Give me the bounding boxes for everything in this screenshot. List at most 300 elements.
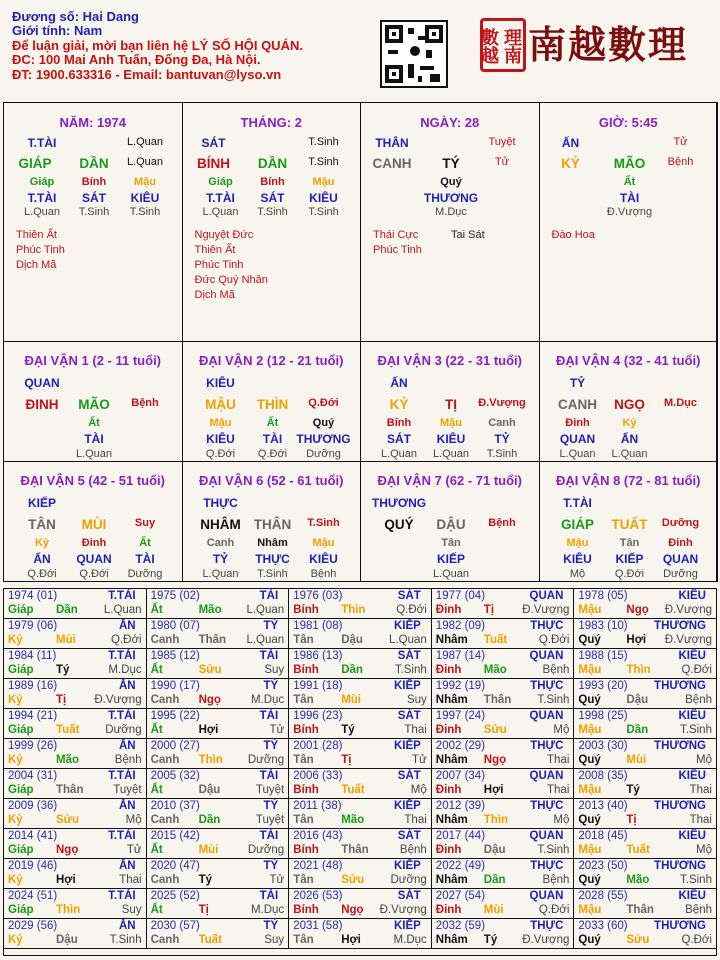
- year-stem: Bính: [293, 724, 319, 736]
- year-stem: Bính: [293, 784, 319, 796]
- year-label: 2030 (57): [150, 920, 200, 932]
- star-right-0: Tai Sát: [451, 229, 485, 241]
- year-branch: Thìn: [56, 904, 81, 916]
- star-0: Thái Cực: [373, 229, 419, 241]
- hidden-stage: Q.Đới: [614, 568, 645, 580]
- year-branch: Dần: [341, 664, 363, 676]
- year-stem: Ất: [150, 844, 163, 856]
- year-ten-god: TÀI: [259, 590, 279, 602]
- year-ten-god: THƯƠNG: [654, 800, 706, 812]
- year-stage: Q.Đới: [396, 604, 427, 616]
- year-ten-god: THƯƠNG: [654, 680, 706, 692]
- ten-god: SÁT: [201, 136, 226, 150]
- year-cell[interactable]: [573, 888, 717, 919]
- year-stem: Đinh: [435, 664, 462, 676]
- year-stage: Thai: [404, 724, 427, 736]
- year-stage: Đ.Vượng: [664, 604, 712, 616]
- year-stage: L.Quan: [389, 634, 427, 646]
- year-stem: Bính: [293, 844, 319, 856]
- year-stage: Thai: [547, 784, 570, 796]
- dai-van-3: [360, 341, 540, 462]
- dai-van-title: ĐẠI VẬN 5 (42 - 51 tuổi): [20, 473, 165, 488]
- life-stage: Q.Đới: [308, 397, 339, 409]
- year-cell[interactable]: [3, 798, 147, 829]
- hidden-stem: Canh: [488, 417, 516, 429]
- year-ten-god: SÁT: [397, 890, 421, 902]
- year-stem: Mậu: [578, 844, 602, 856]
- year-cell[interactable]: [288, 708, 432, 739]
- hidden-stage: T.Sinh: [129, 206, 161, 218]
- ten-god: KIÊU: [206, 376, 235, 390]
- year-stage: M.Dục: [393, 934, 427, 946]
- year-branch: Thìn: [626, 664, 651, 676]
- year-cell[interactable]: [573, 858, 717, 889]
- year-cell[interactable]: [3, 708, 147, 739]
- year-stem: Nhâm: [435, 754, 468, 766]
- year-cell[interactable]: [3, 918, 147, 949]
- earthly-branch: DẦN: [257, 156, 288, 171]
- hidden-god: TÀI: [262, 432, 283, 446]
- heavenly-stem: TÂN: [28, 517, 56, 532]
- year-stage: Đ.Vượng: [522, 934, 570, 946]
- year-branch: Sửu: [198, 664, 222, 676]
- year-cell[interactable]: [431, 588, 575, 619]
- year-cell[interactable]: [431, 858, 575, 889]
- year-ten-god: T.TÀI: [108, 770, 136, 782]
- pillar-title: THÁNG: 2: [240, 115, 302, 130]
- hidden-stage: T.Sinh: [308, 206, 339, 218]
- year-cell[interactable]: [573, 798, 717, 829]
- heavenly-stem: MẬU: [205, 397, 236, 412]
- year-cell[interactable]: [146, 588, 290, 619]
- year-cell[interactable]: [288, 618, 432, 649]
- year-label: 2020 (47): [150, 860, 200, 872]
- hidden-stage: Mộ: [569, 568, 586, 580]
- year-cell[interactable]: [146, 678, 290, 709]
- year-cell[interactable]: [288, 588, 432, 619]
- hidden-stage: L.Quan: [611, 448, 648, 460]
- year-stem: Ất: [150, 904, 163, 916]
- year-label: 2021 (48): [293, 860, 343, 872]
- life-stage: Bệnh: [131, 397, 159, 409]
- year-cell[interactable]: [146, 708, 290, 739]
- year-cell[interactable]: [288, 768, 432, 799]
- year-cell[interactable]: [146, 918, 290, 949]
- year-ten-god: QUAN: [529, 590, 564, 602]
- hidden-stage: L.Quan: [23, 206, 61, 218]
- year-stage: T.Sinh: [394, 664, 427, 676]
- dai-van-6: [182, 461, 362, 582]
- hidden-god: TÀI: [619, 191, 640, 205]
- year-branch: Tị: [483, 604, 495, 616]
- year-cell[interactable]: [146, 648, 290, 679]
- year-stage: Bệnh: [685, 904, 712, 916]
- year-cell[interactable]: [573, 708, 717, 739]
- year-label: 1976 (03): [293, 590, 343, 602]
- dai-van-1: [3, 341, 183, 462]
- year-cell[interactable]: [288, 858, 432, 889]
- year-cell[interactable]: [573, 768, 717, 799]
- hidden-stage: Q.Đới: [205, 448, 236, 460]
- year-cell[interactable]: [146, 858, 290, 889]
- year-branch: Thìn: [341, 604, 366, 616]
- year-stem: Giáp: [8, 904, 34, 916]
- year-cell[interactable]: [3, 678, 147, 709]
- life-stage: Bệnh: [488, 517, 516, 529]
- year-cell[interactable]: [146, 768, 290, 799]
- year-stage: L.Quan: [103, 604, 142, 616]
- year-ten-god: ẤN: [118, 860, 136, 872]
- year-stem: Nhâm: [435, 694, 468, 706]
- year-label: 1987 (14): [435, 650, 486, 662]
- ten-god: THỰC: [203, 496, 238, 510]
- star-list-right: [451, 228, 485, 243]
- year-stage: Suy: [264, 934, 285, 946]
- year-cell[interactable]: [431, 648, 575, 679]
- hidden-stem: Ất: [139, 537, 151, 549]
- contact-address: ĐC: 100 Mai Anh Tuấn, Đống Đa, Hà Nội.: [12, 52, 261, 68]
- earthly-branch: MÃO: [613, 156, 646, 171]
- year-stage: Tử: [269, 874, 285, 886]
- year-ten-god: KIẾP: [393, 800, 421, 812]
- year-cell[interactable]: [3, 588, 147, 619]
- year-stage: Tuyệt: [113, 784, 142, 796]
- year-label: 2029 (56): [8, 920, 58, 932]
- ten-god: THÂN: [375, 136, 409, 150]
- hidden-stem: Bính: [386, 417, 412, 429]
- year-branch: Tý: [626, 784, 640, 796]
- year-ten-god: KIẾP: [393, 920, 421, 932]
- year-branch: Sửu: [626, 934, 650, 946]
- star-list: [552, 228, 595, 243]
- earthly-branch: TUẤT: [611, 517, 648, 532]
- year-stem: Giáp: [8, 664, 34, 676]
- year-ten-god: QUAN: [529, 890, 564, 902]
- year-stem: Tân: [293, 634, 314, 646]
- year-cell[interactable]: [288, 738, 432, 769]
- year-stage: Suy: [264, 664, 285, 676]
- year-label: 2005 (32): [150, 770, 200, 782]
- ten-god: QUAN: [24, 376, 60, 390]
- year-ten-god: THỰC: [530, 920, 564, 932]
- hidden-stem: Mậu: [440, 417, 462, 429]
- star-2: Dịch Mã: [16, 259, 57, 271]
- year-stage: Suy: [406, 694, 427, 706]
- heavenly-stem: BÍNH: [197, 156, 230, 171]
- year-label: 1974 (01): [8, 590, 58, 602]
- hidden-god: SÁT: [82, 191, 106, 205]
- earthly-branch: THÌN: [256, 397, 289, 412]
- year-ten-god: TỶ: [263, 920, 279, 932]
- year-cell[interactable]: [3, 618, 147, 649]
- year-branch: Mão: [483, 664, 507, 676]
- hidden-god: T.TÀI: [27, 191, 57, 205]
- year-cell[interactable]: [3, 888, 147, 919]
- year-ten-god: T.TÀI: [108, 710, 136, 722]
- year-cell[interactable]: [573, 738, 717, 769]
- qr-code-icon[interactable]: [380, 20, 448, 88]
- pillar-0: [3, 102, 183, 342]
- hidden-god: TÀI: [135, 552, 155, 566]
- year-label: 2003 (30): [578, 740, 628, 752]
- year-ten-god: KIÊU: [678, 710, 706, 722]
- year-label: 1983 (10): [578, 620, 628, 632]
- year-stem: Nhâm: [435, 874, 468, 886]
- year-ten-god: THƯƠNG: [654, 620, 706, 632]
- year-stem: Nhâm: [435, 934, 468, 946]
- year-stem: Canh: [150, 934, 180, 946]
- year-cell[interactable]: [431, 918, 575, 949]
- year-branch: Sửu: [483, 724, 507, 736]
- year-label: 1992 (19): [435, 680, 486, 692]
- hidden-stage: Bệnh: [310, 568, 337, 580]
- year-label: 1982 (09): [435, 620, 486, 632]
- year-branch: Tuất: [341, 784, 365, 796]
- ten-god: ẤN: [561, 136, 580, 150]
- year-stem: Tân: [293, 874, 314, 886]
- year-stage: Dưỡng: [247, 754, 285, 766]
- year-label: 2024 (51): [8, 890, 58, 902]
- year-branch: Thìn: [198, 754, 223, 766]
- hidden-stem: Mậu: [209, 417, 232, 429]
- hidden-stage: Dưỡng: [306, 448, 341, 460]
- year-branch: Dậu: [198, 784, 221, 796]
- year-stem: Canh: [150, 874, 180, 886]
- year-stem: Quý: [578, 634, 601, 646]
- year-cell[interactable]: [431, 768, 575, 799]
- year-cell[interactable]: [146, 828, 290, 859]
- year-ten-god: THƯƠNG: [654, 920, 706, 932]
- year-stage: Mộ: [410, 784, 427, 796]
- life-stage: Dưỡng: [661, 517, 700, 529]
- year-cell[interactable]: [431, 618, 575, 649]
- year-stage: M.Dục: [250, 904, 285, 916]
- year-cell[interactable]: [3, 858, 147, 889]
- heavenly-stem: CANH: [372, 156, 412, 171]
- year-stage: T.Sinh: [537, 694, 570, 706]
- year-stage: M.Dục: [108, 664, 142, 676]
- hidden-god: QUAN: [76, 552, 112, 566]
- hidden-god: ẤN: [33, 552, 51, 566]
- year-cell[interactable]: [3, 828, 147, 859]
- year-branch: Sửu: [56, 814, 80, 826]
- life-stage: Bệnh: [667, 156, 694, 168]
- pillar-2: [360, 102, 540, 342]
- year-stage: Suy: [121, 904, 142, 916]
- year-branch: Tý: [341, 724, 355, 736]
- year-label: 2016 (43): [293, 830, 343, 842]
- year-cell[interactable]: [146, 798, 290, 829]
- life-stage: Đ.Vượng: [478, 397, 526, 409]
- hidden-stem: Bính: [260, 176, 285, 188]
- hidden-stage: L.Quan: [202, 206, 239, 218]
- year-cell[interactable]: [288, 918, 432, 949]
- heavenly-stem: CANH: [558, 397, 597, 412]
- year-ten-god: SÁT: [397, 830, 421, 842]
- year-ten-god: KIÊU: [678, 830, 706, 842]
- star-1: Phúc Tinh: [16, 244, 65, 256]
- year-stage: Thai: [119, 874, 142, 886]
- year-stage: T.Sinh: [680, 874, 712, 886]
- year-branch: Dần: [626, 724, 649, 736]
- year-cell[interactable]: [573, 918, 717, 949]
- year-cell[interactable]: [431, 888, 575, 919]
- year-branch: Dậu: [341, 634, 363, 646]
- hidden-stage: T.Sinh: [78, 206, 110, 218]
- year-cell[interactable]: [573, 618, 717, 649]
- year-cell[interactable]: [3, 768, 147, 799]
- hidden-stage: L.Quan: [432, 568, 470, 580]
- year-branch: Tị: [56, 694, 67, 706]
- pillar-title: NGÀY: 28: [420, 115, 480, 130]
- hidden-stage: L.Quan: [380, 448, 418, 460]
- year-stage: Q.Đới: [681, 934, 712, 946]
- year-ten-god: THƯƠNG: [654, 740, 706, 752]
- heavenly-stem: KỶ: [389, 397, 409, 412]
- hidden-god: KIÊU: [309, 552, 338, 566]
- star-list: [195, 228, 268, 303]
- year-branch: Dậu: [56, 934, 78, 946]
- hidden-stage: T.Sinh: [257, 568, 288, 580]
- dai-van-7: [360, 461, 540, 582]
- year-stem: Mậu: [578, 784, 602, 796]
- year-branch: Tý: [56, 664, 70, 676]
- hidden-stem: Mậu: [312, 537, 335, 549]
- year-ten-god: SÁT: [397, 650, 421, 662]
- year-ten-god: KIÊU: [678, 590, 706, 602]
- year-label: 1994 (21): [8, 710, 58, 722]
- year-branch: Mùi: [198, 844, 219, 856]
- hidden-stem: Mậu: [566, 537, 589, 549]
- hidden-god: THƯƠNG: [423, 191, 479, 205]
- hidden-god: KIÊU: [130, 191, 160, 205]
- year-label: 2009 (36): [8, 800, 58, 812]
- four-pillars-grid: [3, 102, 717, 582]
- year-ten-god: THỰC: [530, 740, 564, 752]
- hidden-stem: Kỷ: [34, 537, 50, 549]
- year-ten-god: TỶ: [263, 680, 279, 692]
- stage-top: Tuyệt: [488, 136, 516, 148]
- year-branch: Mùi: [626, 754, 647, 766]
- year-cell[interactable]: [288, 798, 432, 829]
- ten-god: KIẾP: [27, 496, 57, 510]
- year-cell[interactable]: [573, 588, 717, 619]
- year-cell[interactable]: [146, 738, 290, 769]
- year-label: 2033 (60): [578, 920, 628, 932]
- earthly-branch: TỊ: [445, 397, 457, 412]
- year-stage: Tử: [126, 844, 142, 856]
- year-stage: Mộ: [696, 754, 712, 766]
- year-ten-god: TÀI: [259, 830, 279, 842]
- hidden-god: ẤN: [620, 432, 639, 446]
- year-ten-god: THỰC: [530, 680, 564, 692]
- year-stage: Đ.Vượng: [664, 634, 712, 646]
- year-stem: Canh: [150, 754, 180, 766]
- year-label: 1993 (20): [578, 680, 628, 692]
- year-cell[interactable]: [431, 828, 575, 859]
- year-cell[interactable]: [146, 888, 290, 919]
- hidden-god: TỶ: [494, 432, 510, 446]
- year-cell[interactable]: [573, 828, 717, 859]
- year-label: 2014 (41): [8, 830, 58, 842]
- year-cell[interactable]: [288, 648, 432, 679]
- year-stage: Bệnh: [399, 844, 427, 856]
- year-cell[interactable]: [573, 648, 717, 679]
- year-stem: Bính: [293, 904, 319, 916]
- year-stage: T.Sinh: [680, 724, 712, 736]
- ten-god: T.TÀI: [563, 496, 592, 510]
- gender: Giới tính: Nam: [12, 23, 103, 39]
- year-stem: Ất: [150, 664, 163, 676]
- year-cell[interactable]: [3, 648, 147, 679]
- year-label: 2022 (49): [435, 860, 486, 872]
- year-branch: Thân: [56, 784, 84, 796]
- year-label: 1999 (26): [8, 740, 58, 752]
- year-stem: Ất: [150, 724, 163, 736]
- year-cell[interactable]: [146, 618, 290, 649]
- year-cell[interactable]: [431, 798, 575, 829]
- year-label: 1981 (08): [293, 620, 343, 632]
- year-cell[interactable]: [431, 738, 575, 769]
- year-ten-god: TỶ: [263, 620, 279, 632]
- year-stage: Dưỡng: [247, 844, 285, 856]
- year-ten-god: TÀI: [259, 710, 279, 722]
- pillar-3: [539, 102, 719, 342]
- year-stem: Ất: [150, 604, 163, 616]
- year-stem: Giáp: [8, 844, 34, 856]
- hidden-stem: Quý: [312, 417, 335, 429]
- year-stem: Mậu: [578, 664, 602, 676]
- year-cell[interactable]: [431, 678, 575, 709]
- year-stem: Tân: [293, 754, 314, 766]
- year-cell[interactable]: [288, 678, 432, 709]
- year-cell[interactable]: [431, 708, 575, 739]
- year-stem: Quý: [578, 754, 601, 766]
- year-branch: Mão: [626, 874, 650, 886]
- dai-van-5: [3, 461, 183, 582]
- year-label: 1985 (12): [150, 650, 200, 662]
- year-cell[interactable]: [3, 738, 147, 769]
- year-label: 1984 (11): [8, 650, 57, 662]
- year-stage: Dưỡng: [390, 874, 427, 886]
- year-cell[interactable]: [573, 678, 717, 709]
- year-ten-god: KIÊU: [678, 770, 706, 782]
- hidden-god: KIÊU: [309, 191, 338, 205]
- year-cell[interactable]: [288, 888, 432, 919]
- year-branch: Hợi: [483, 784, 504, 796]
- year-stage: Bệnh: [685, 694, 712, 706]
- year-branch: Mão: [56, 754, 79, 766]
- year-ten-god: KIẾP: [393, 680, 421, 692]
- ten-god: THƯƠNG: [371, 496, 427, 510]
- year-ten-god: QUAN: [529, 770, 564, 782]
- year-branch: Hợi: [341, 934, 361, 946]
- year-label: 2027 (54): [435, 890, 486, 902]
- year-stage: Tử: [412, 754, 427, 766]
- year-stage: Tuyệt: [255, 784, 285, 796]
- heavenly-stem: KỶ: [561, 156, 580, 171]
- year-cell[interactable]: [288, 828, 432, 859]
- life-stage: M.Dục: [664, 397, 697, 409]
- life-stage: L.Quan: [126, 156, 164, 168]
- year-ten-god: ẤN: [118, 620, 136, 632]
- year-stem: Kỷ: [8, 754, 23, 766]
- hidden-god: KIẾP: [436, 552, 466, 566]
- year-ten-god: TỶ: [263, 800, 279, 812]
- year-stage: L.Quan: [246, 604, 285, 616]
- hidden-god: KIẾP: [615, 552, 644, 566]
- hidden-stem: Đinh: [81, 537, 107, 549]
